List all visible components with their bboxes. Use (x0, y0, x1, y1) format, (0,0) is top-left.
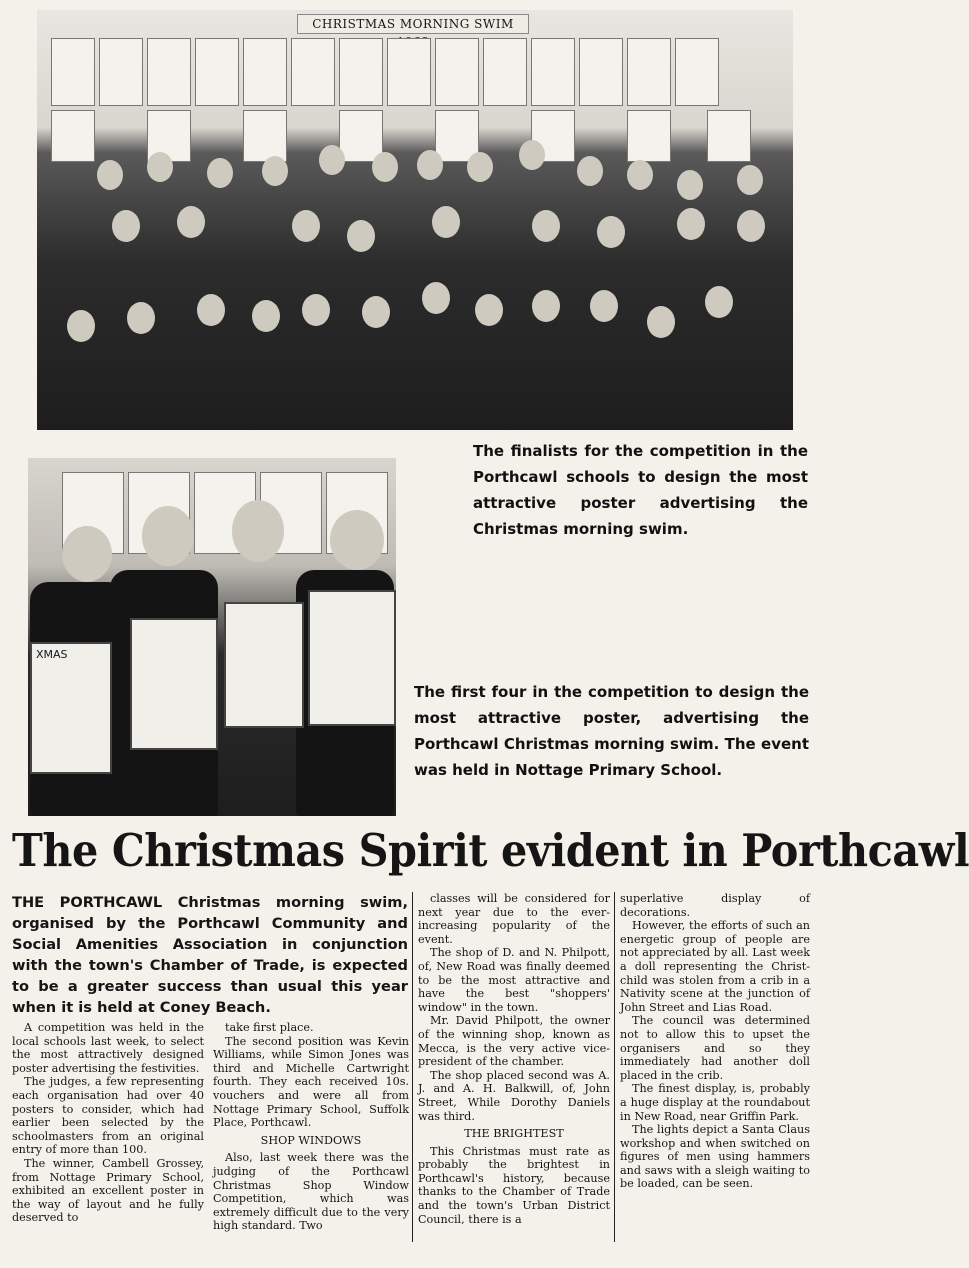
child-face (677, 208, 705, 240)
child-face (417, 150, 443, 180)
paragraph: Mr. David Philpott, the owner of the winning shop, known as Mecca, is the very active vice-president of the chamber. (418, 1014, 610, 1069)
child-face (647, 306, 675, 338)
child-face (737, 165, 763, 195)
held-poster (308, 590, 396, 726)
paragraph: The shop placed second was A. J. and A. H. Balkwill, of, John Street, While Dorothy Daniels was third. (418, 1068, 610, 1123)
child-face (207, 158, 233, 188)
held-poster (30, 642, 112, 774)
wall-poster (627, 110, 671, 162)
caption-finalists: The finalists for the competition in the Porthcawl schools to design the most attractive poster advertising the Christmas morning swim. (473, 442, 808, 538)
child-face (737, 210, 765, 242)
article-column-2 (213, 1021, 409, 1233)
child-face (62, 526, 112, 582)
held-poster (130, 618, 218, 750)
wall-poster (531, 38, 575, 106)
wall-poster (195, 38, 239, 106)
paragraph: A competition was held in the local schools last week, to select the most attractively designed poster advertising the festivities. (12, 1021, 204, 1075)
paragraph: The shop of D. and N. Philpott, of, New Road was finally deemed to be the most attractive and have the best "shoppers' window" in the town. (418, 946, 610, 1014)
article-column-3 (418, 892, 610, 1226)
wall-poster (707, 110, 751, 162)
child-face (302, 294, 330, 326)
child-face (422, 282, 450, 314)
paragraph: However, the efforts of such an energetic group of people are not appreciated by all. Last week a doll representing the Christ-child was stolen from a crib in a Nativity scene at the junction of John Street and Lias Road. (620, 919, 810, 1014)
child-face (112, 210, 140, 242)
winners-photo (28, 458, 396, 816)
article-column-4 (620, 892, 810, 1191)
wall-poster (291, 38, 335, 106)
wall-poster (243, 38, 287, 106)
article-headline: The Christmas Spirit evident in Porthcawl (12, 824, 969, 877)
paragraph: The second position was Kevin Williams, while Simon Jones was third and Michelle Cartwright fourth. They each received 10s. vouchers and were all from Nottage Primary School, Suffolk Place, Porthcawl. (213, 1034, 409, 1130)
paragraph: The winner, Cambell Grossey, from Nottage Primary School, exhibited an excellent poster in the way of layout and he fully deserved to (12, 1156, 204, 1225)
child-face (319, 145, 345, 175)
held-poster (224, 602, 304, 728)
paragraph: This Christmas must rate as probably the brightest in Porthcawl's history, because thanks to the Chamber of Trade and the town's Urban District Council, there is a (418, 1144, 610, 1226)
child-face (127, 302, 155, 334)
finalists-photo (37, 10, 793, 430)
child-face (292, 210, 320, 242)
child-face (147, 152, 173, 182)
paragraph: take first place. (225, 1021, 314, 1034)
child-face (432, 206, 460, 238)
child-face (347, 220, 375, 252)
caption-winners: The first four in the competition to design the most attractive poster, advertising the Porthcawl Christmas morning swim. The event was held in Nottage Primary School. (414, 683, 809, 779)
child-face (467, 152, 493, 182)
wall-poster (675, 38, 719, 106)
wall-poster (387, 38, 431, 106)
child-face (232, 500, 284, 562)
child-face (197, 294, 225, 326)
wall-poster (99, 38, 143, 106)
paragraph: Also, last week there was the judging of the Porthcawl Christmas Shop Window Competition, which was extremely difficult due to the very high standard. Two (213, 1151, 409, 1233)
wall-poster (51, 38, 95, 106)
article-column-1 (12, 1021, 204, 1225)
child-face (597, 216, 625, 248)
paragraph: The judges, a few representing each organisation had over 40 posters to consider, which had earlier been selected by the schoolmasters from an original entry of more than 100. (12, 1075, 204, 1157)
child-face (177, 206, 205, 238)
child-face (475, 294, 503, 326)
child-face (142, 506, 194, 566)
child-face (590, 290, 618, 322)
child-face (532, 290, 560, 322)
paragraph: superlative display of decorations. (620, 892, 810, 919)
wall-poster (243, 110, 287, 162)
child-face (372, 152, 398, 182)
paragraph: The lights depict a Santa Claus workshop and when switched on figures of men using hammers and saws with a sleigh waiting to be loaded, can be seen. (620, 1123, 810, 1191)
child-face (262, 156, 288, 186)
photo-sign: CHRISTMAS MORNING SWIM (297, 14, 529, 34)
child-face (67, 310, 95, 342)
subheading-brightest: THE BRIGHTEST (464, 1127, 564, 1141)
wall-poster (51, 110, 95, 162)
child-face (577, 156, 603, 186)
paragraph: classes will be considered for next year due to the ever-increasing popularity of the event. (418, 892, 610, 946)
child-face (677, 170, 703, 200)
child-face (532, 210, 560, 242)
wall-poster (483, 38, 527, 106)
wall-poster (627, 38, 671, 106)
wall-poster (147, 38, 191, 106)
paragraph: The finest display, is, probably a huge display at the roundabout in New Road, near Griffin Park. (620, 1082, 810, 1123)
poster-label: XMAS (36, 648, 68, 661)
child-face (519, 140, 545, 170)
child-face (627, 160, 653, 190)
column-rule (412, 892, 413, 1242)
wall-poster (435, 38, 479, 106)
child-face (705, 286, 733, 318)
paragraph: The council was determined not to allow this to upset the organisers and so they immediately had another doll placed in the crib. (620, 1014, 810, 1082)
column-rule (614, 892, 615, 1242)
child-face (97, 160, 123, 190)
child-face (362, 296, 390, 328)
child-face (252, 300, 280, 332)
wall-poster (579, 38, 623, 106)
wall-poster (339, 38, 383, 106)
article-intro: THE PORTHCAWL Christmas morning swim, organised by the Porthcawl Community and Social Amenities Association in conjunction with the town's Chamber of Trade, is expected to be a greater success than usual this year when it is held at Coney Beach. (12, 894, 408, 1016)
subheading-shop-windows: SHOP WINDOWS (260, 1133, 362, 1147)
child-face (330, 510, 384, 570)
